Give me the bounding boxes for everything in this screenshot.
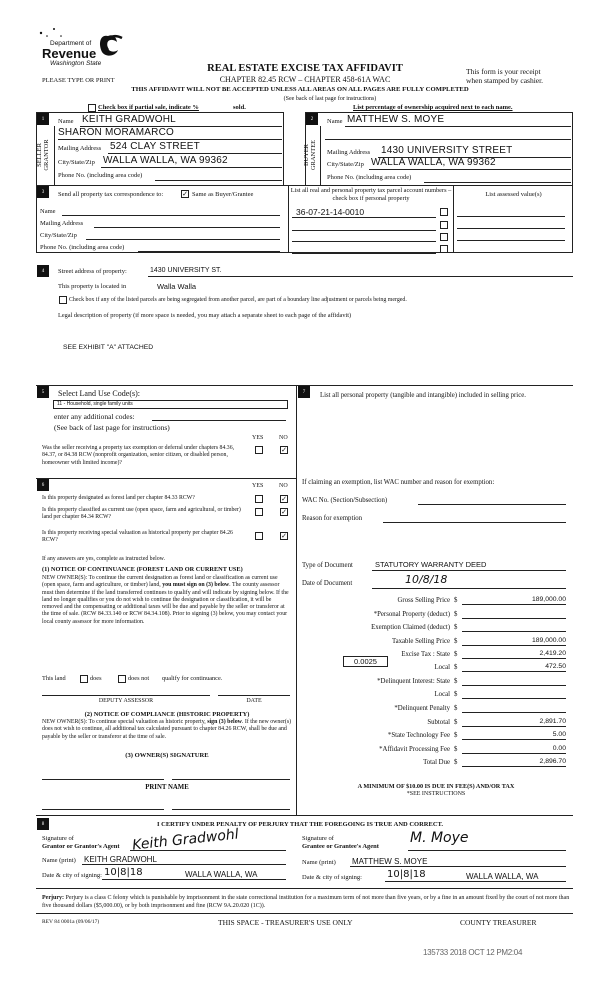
this-land-label: This land: [42, 675, 66, 682]
section-2-number: 2: [306, 113, 318, 125]
notice2-body: NEW OWNER(S): To continue special valuation as historic property, sign (3) below. If the new owner(s) does not wish to continue, all additional tax calculated pursuant to chapter 84.26 RCW, shall be due and payable by the seller or transferor at the time of sale.: [42, 719, 292, 740]
street-address[interactable]: 1430 UNIVERSITY ST.: [150, 267, 222, 274]
dollar-sign: $: [454, 624, 458, 631]
fee-line-value[interactable]: 472.50: [462, 663, 566, 672]
grantor-label: GRANTOR: [43, 139, 50, 171]
same-as-buyer-checkbox[interactable]: ✓: [182, 190, 188, 198]
same-as-buyer-label: Same as Buyer/Grantee: [192, 191, 254, 198]
section-6-number: 6: [37, 479, 49, 491]
assessed-value-2[interactable]: [457, 228, 565, 229]
grantor-city[interactable]: WALLA WALLA, WA: [185, 870, 258, 879]
buyer-side-label: [303, 126, 321, 185]
s6-q1-no-checkbox[interactable]: ✓: [281, 495, 287, 503]
notice1-body: NEW OWNER(S): To continue the current designation as forest land or classification as current use (open space, farm and agriculture, or timber) land, you must sign on (3) below. The county assessor must then determine if the land transferred continues to qualify and will indicate by signing below. If the land no longer qualifies or you do not wish to continue the designation or classification, it will be removed and the compensating or additional taxes will be due and payable by the seller or transferor at the time of sale. (RCW 84.33.140 or RCW 84.34.108). Prior to signing (3) below, you may contact your local county assessor for more information.: [42, 575, 289, 625]
additional-codes-field[interactable]: [152, 420, 286, 421]
does-label: does: [90, 675, 102, 682]
certify-statement: I CERTIFY UNDER PENALTY OF PERJURY THAT THE FOREGOING IS TRUE AND CORRECT.: [156, 821, 443, 828]
buyer-city[interactable]: WALLA WALLA, WA 99362: [371, 157, 496, 168]
dollar-sign: $: [454, 719, 458, 726]
segregated-label: Check box if any of the listed parcels are being segregated from another parcel, are part of a boundary line adjustment or parcels being merged.: [69, 297, 407, 303]
form-id: REV 84 0001a (09/06/17): [42, 919, 100, 925]
grantee-sig-label: Signature of Grantee or Grantee's Agent: [302, 835, 379, 850]
partial-sale-checkbox[interactable]: [88, 104, 96, 112]
section5-see-back: (See back of last page for instructions): [54, 423, 170, 432]
treasurer-stamp: 135733 2018 OCT 12 PM2:04: [423, 948, 523, 957]
buyer-name-1[interactable]: MATTHEW S. MOYE: [347, 114, 445, 125]
dollar-sign: $: [454, 664, 458, 671]
does-not-label: does not: [128, 675, 150, 682]
sold-label: sold.: [233, 104, 246, 111]
fee-line-label: Total Due: [423, 759, 450, 766]
deputy-assessor-label: DEPUTY ASSESSOR: [98, 698, 154, 704]
grantee-date-label: Date & city of signing:: [302, 874, 362, 881]
receipt-note-line2: when stamped by cashier.: [466, 76, 544, 85]
parcel-4-personal-checkbox[interactable]: [440, 245, 448, 253]
located-in-label: This property is located in: [58, 283, 127, 290]
parcel-number-4[interactable]: [292, 253, 436, 254]
local-rate-field[interactable]: 0.0025: [343, 656, 388, 667]
located-in[interactable]: Walla Walla: [157, 282, 197, 291]
land-use-select[interactable]: 11 - Household, single family units: [53, 400, 288, 409]
additional-codes-label: enter any additional codes:: [54, 412, 135, 421]
fee-line-value[interactable]: 5.00: [462, 731, 566, 740]
buyer-phone-label: Phone No. (including area code): [327, 174, 412, 181]
deputy-assessor-signature[interactable]: [42, 695, 210, 696]
receipt-note-line1: This form is your receipt: [466, 67, 541, 76]
seller-city-label: City/State/Zip: [58, 159, 95, 166]
section-7-number: 7: [298, 386, 310, 398]
assessor-date-field[interactable]: [218, 695, 290, 696]
section-3-number: 3: [37, 186, 49, 198]
dollar-sign: $: [454, 732, 458, 739]
assessed-value-4[interactable]: [457, 252, 565, 253]
fee-line-value[interactable]: 189,000.00: [462, 637, 566, 646]
seller-label: SELLER: [36, 143, 43, 167]
corr-name-label: Name: [40, 208, 56, 215]
s6-q2-text: Is this property classified as current use (open space, farm and agricultural, or timber) land per chapter 84.34 RCW?: [42, 507, 241, 521]
grantor-date[interactable]: 10|8|18: [104, 867, 143, 878]
grantor-signature[interactable]: Keith Gradwohl: [131, 826, 240, 854]
corr-phone-label: Phone No. (including area code): [40, 244, 125, 251]
section-1-number: 1: [37, 113, 49, 125]
see-back-text: (See back of last page for instructions): [283, 96, 377, 102]
fee-line-value[interactable]: 0.00: [462, 745, 566, 754]
receipt-note: [466, 67, 543, 85]
section-8-number: 8: [37, 818, 49, 830]
land-use-label: Select Land Use Code(s):: [58, 389, 140, 398]
grantee-city[interactable]: WALLA WALLA, WA: [466, 872, 539, 881]
section-5-number: 5: [37, 386, 49, 398]
grantee-name[interactable]: MATTHEW S. MOYE: [352, 857, 428, 866]
fee-line-value[interactable]: [462, 610, 566, 619]
seller-city[interactable]: WALLA WALLA, WA 99362: [103, 155, 228, 166]
partial-sale-label: Check box if partial sale, indicate %: [98, 104, 199, 111]
fee-line-value[interactable]: [462, 677, 566, 686]
perjury-notice: Perjury: Perjury is a class C felony which is punishable by imprisonment in the state correctional institution for a maximum term of not more than five years, or by a fine in an amount fixed by the court of not more than five thousand dollars ($5,000.00), or by both imprisonment and fine (RCW 9A.20.020 (1C)).: [42, 895, 570, 909]
assessed-header: List assessed value(s): [485, 191, 542, 198]
grantor-sig-label: Signature of Grantor or Grantor's Agent: [42, 835, 120, 850]
parcel-number-1[interactable]: 36-07-21-14-0010: [296, 207, 365, 217]
fee-line-value[interactable]: [462, 623, 566, 632]
s5-yes-header: YES: [252, 435, 264, 441]
corr-phone-field[interactable]: [138, 251, 280, 252]
seller-name-label: Name: [58, 118, 74, 125]
grantee-name-label: Name (print): [302, 859, 336, 866]
dor-logo: [30, 22, 130, 72]
fee-line-label: Local: [434, 664, 450, 671]
if-yes-instructions: If any answers are yes, complete as instructed below.: [42, 556, 165, 562]
seller-side-label: [37, 126, 55, 185]
corr-mailing-field[interactable]: [94, 227, 280, 228]
wac-field[interactable]: [418, 504, 566, 505]
assessor-date-label: DATE: [246, 698, 262, 704]
fee-line-label: *Delinquent Penalty: [394, 705, 450, 712]
dollar-sign: $: [454, 705, 458, 712]
doc-type[interactable]: STATUTORY WARRANTY DEED: [375, 560, 487, 569]
dollar-sign: $: [454, 597, 458, 604]
buyer-name-label: Name: [327, 118, 343, 125]
fee-line-label: Excise Tax : State: [401, 651, 450, 658]
fee-line-value[interactable]: [462, 704, 566, 713]
agency-dept: Department of: [50, 40, 92, 47]
doc-date[interactable]: 10/8/18: [405, 573, 448, 586]
see-instructions: *SEE INSTRUCTIONS: [406, 791, 466, 797]
buyer-city-label: City/State/Zip: [327, 161, 364, 168]
owner-print-name-2[interactable]: [172, 809, 290, 810]
fee-line-label: *Delinquent Interest: State: [377, 678, 450, 685]
fee-line-label: Local: [434, 691, 450, 698]
dollar-sign: $: [454, 691, 458, 698]
owner-print-name-1[interactable]: [42, 809, 164, 810]
dollar-sign: $: [454, 638, 458, 645]
qualify-label: qualify for continuance.: [162, 675, 223, 682]
form-chapter: CHAPTER 82.45 RCW – CHAPTER 458-61A WAC: [219, 75, 391, 84]
buyer-label: BUYER: [303, 143, 310, 167]
buyer-mailing[interactable]: 1430 UNIVERSITY STREET: [381, 145, 513, 156]
s6-q2-yes-checkbox[interactable]: [255, 508, 263, 516]
section-4-number: 4: [37, 265, 49, 277]
s6-q1-text: Is this property designated as forest land per chapter 84.33 RCW?: [42, 495, 195, 501]
notice2-title: (2) NOTICE OF COMPLIANCE (HISTORIC PROPERTY): [84, 711, 250, 718]
owner-signature-label: (3) OWNER(S) SIGNATURE: [125, 752, 209, 759]
s5-q1-no-checkbox[interactable]: ✓: [281, 446, 287, 454]
doc-date-label: Date of Document: [302, 580, 353, 587]
ownership-note: List percentage of ownership acquired next to each name.: [353, 104, 513, 111]
fee-line-value[interactable]: 189,000.00: [462, 596, 566, 605]
dollar-sign: $: [454, 746, 458, 753]
personal-property-label: List all personal property (tangible and intangible) included in selling price.: [320, 392, 526, 399]
seller-mailing-label: Mailing Address: [58, 145, 102, 152]
exemption-reason-label: Reason for exemption: [302, 515, 363, 522]
segregated-checkbox[interactable]: [59, 296, 67, 304]
grantor-name[interactable]: KEITH GRADWOHL: [84, 855, 157, 864]
fee-line-value[interactable]: 2,896.70: [462, 758, 566, 767]
treasurer-space-label: THIS SPACE - TREASURER'S USE ONLY: [218, 918, 353, 927]
s6-q3-text: Is this property receiving special valuation as historical property per chapter 84.26 RCW?: [42, 530, 233, 544]
parcel-1-personal-checkbox[interactable]: [440, 208, 448, 216]
s5-no-header: NO: [279, 435, 288, 441]
grantee-signature[interactable]: M. Moye: [410, 830, 469, 846]
form-title: REAL ESTATE EXCISE TAX AFFIDAVIT: [207, 63, 403, 74]
owner-signature-1[interactable]: [42, 779, 164, 780]
fee-line-value[interactable]: 2,891.70: [462, 718, 566, 727]
parcel-header: List all real and personal property tax parcel account numbers – check box if personal property: [290, 187, 452, 202]
buyer-mailing-label: Mailing Address: [327, 149, 371, 156]
s5-q1-text: Was the seller receiving a property tax exemption or deferral under chapters 84.36, 84.37, or 84.38 RCW (nonprofit organization, senior citizen, or disabled person, homeowner with limited income)?: [42, 445, 235, 466]
doc-type-label: Type of Document: [302, 562, 353, 569]
street-address-label: Street address of property:: [58, 268, 127, 275]
fee-line-value[interactable]: [462, 690, 566, 699]
seller-mailing[interactable]: 524 CLAY STREET: [110, 141, 200, 152]
agency-state: Washington State: [50, 60, 102, 67]
does-qualify-checkbox[interactable]: [80, 675, 88, 683]
s6-q3-yes-checkbox[interactable]: [255, 532, 263, 540]
exemption-label: If claiming an exemption, list WAC number and reason for exemption:: [302, 479, 495, 486]
minimum-note: A MINIMUM OF $10.00 IS DUE IN FEE(S) AND/OR TAX: [357, 783, 515, 790]
assessed-value-3[interactable]: [457, 240, 565, 241]
grantor-date-label: Date & city of signing:: [42, 872, 102, 879]
seller-phone-label: Phone No. (including area code): [58, 172, 143, 179]
dollar-sign: $: [454, 678, 458, 685]
fee-line-label: Gross Selling Price: [397, 597, 450, 604]
fee-line-label: Exemption Claimed (deduct): [371, 624, 450, 631]
parcel-2-personal-checkbox[interactable]: [440, 221, 448, 229]
grantee-date[interactable]: 10|8|18: [387, 869, 426, 880]
seller-name-1[interactable]: KEITH GRADWOHL: [82, 114, 176, 125]
please-type: PLEASE TYPE OR PRINT: [42, 77, 115, 84]
fee-line-label: *Personal Property (deduct): [373, 611, 450, 618]
s6-q2-no-checkbox[interactable]: ✓: [281, 508, 287, 516]
fee-line-label: Taxable Selling Price: [391, 638, 450, 645]
legal-description[interactable]: SEE EXHIBIT "A" ATTACHED: [63, 344, 154, 351]
corr-name-field[interactable]: [62, 215, 280, 216]
s6-q3-no-checkbox[interactable]: ✓: [281, 532, 287, 540]
corr-mailing-label: Mailing Address: [40, 220, 84, 227]
fee-line-label: *Affidavit Processing Fee: [379, 746, 450, 753]
seller-name-2[interactable]: SHARON MORAMARCO: [58, 127, 174, 138]
dollar-sign: $: [454, 759, 458, 766]
parcel-3-personal-checkbox[interactable]: [440, 233, 448, 241]
dollar-sign: $: [454, 651, 458, 658]
s6-q1-yes-checkbox[interactable]: [255, 495, 263, 503]
parcel-number-3[interactable]: [292, 241, 436, 242]
corr-city-field[interactable]: [86, 239, 280, 240]
agency-name: Revenue: [42, 46, 97, 61]
dollar-sign: $: [454, 611, 458, 618]
fee-line-label: *State Technology Fee: [387, 732, 450, 739]
grantee-label: GRANTEE: [310, 139, 317, 171]
grantor-name-label: Name (print): [42, 857, 76, 864]
owner-signature-2[interactable]: [172, 779, 290, 780]
notice1-title: (1) NOTICE OF CONTINUANCE (FOREST LAND OR CURRENT USE): [42, 566, 243, 573]
s6-yes-header: YES: [252, 483, 264, 489]
wac-label: WAC No. (Section/Subsection): [302, 497, 388, 504]
county-treasurer-label: COUNTY TREASURER: [460, 918, 537, 927]
s5-q1-yes-checkbox[interactable]: [255, 446, 263, 454]
fee-line-value[interactable]: 2,419.20: [462, 650, 566, 659]
parcel-number-2[interactable]: [292, 230, 436, 231]
s6-no-header: NO: [279, 483, 288, 489]
fee-line-label: Subtotal: [427, 719, 450, 726]
corr-city-label: City/State/Zip: [40, 232, 77, 239]
warning-text: THIS AFFIDAVIT WILL NOT BE ACCEPTED UNLESS ALL AREAS ON ALL PAGES ARE FULLY COMPLETED: [131, 86, 469, 93]
does-not-qualify-checkbox[interactable]: [118, 675, 126, 683]
correspondence-label: Send all property tax correspondence to:: [58, 191, 164, 198]
assessed-value-1[interactable]: [457, 216, 565, 217]
exemption-reason-field[interactable]: [383, 522, 566, 523]
print-name-label: PRINT NAME: [145, 784, 189, 791]
legal-description-label: Legal description of property (if more space is needed, you may attach a separate sheet to each page of the affidavit): [58, 312, 352, 319]
